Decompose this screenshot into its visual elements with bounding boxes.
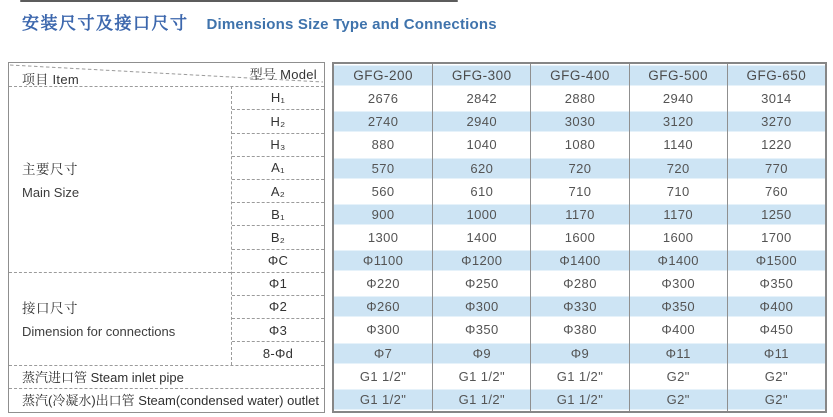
value-cell: Φ350 — [432, 318, 530, 341]
value-cell: 1250 — [727, 203, 825, 226]
model-column-header: GFG-500 — [629, 64, 727, 87]
value-cell: 720 — [629, 157, 727, 180]
value-cell: 1600 — [629, 226, 727, 249]
steam-inlet-row-label: 蒸汽进口管 Steam inlet pipe — [9, 365, 324, 388]
group-main-size-en: Main Size — [22, 184, 80, 200]
value-cell: Φ300 — [432, 295, 530, 318]
param-label: 8-Φd — [232, 341, 324, 364]
value-cell: 710 — [530, 180, 628, 203]
model-column-header: GFG-200 — [334, 64, 432, 87]
value-cell: Φ1500 — [727, 249, 825, 272]
value-cell: 2676 — [367, 91, 399, 107]
value-cell: 2940 — [432, 110, 530, 133]
value-cell: 1040 — [432, 133, 530, 156]
value-cell: Φ1200 — [432, 249, 530, 272]
value-cell: 620 — [432, 157, 530, 180]
value-cell: G2" — [727, 388, 825, 411]
value-cell: 2880 — [530, 87, 628, 110]
value-cell: Φ260 — [334, 295, 432, 318]
model-values-table — [332, 62, 827, 413]
value-cell: Φ400 — [629, 318, 727, 341]
value-cell: 1140 — [629, 133, 727, 156]
value-cell: Φ11 — [727, 342, 825, 365]
group-connections-en: Dimension for connections — [22, 324, 176, 340]
value-cell: 3030 — [530, 110, 628, 133]
value-cell: 1600 — [530, 226, 628, 249]
model-column-header: GFG-650 — [727, 64, 825, 87]
value-cell: Φ11 — [629, 342, 727, 365]
value-cell: 3014 — [727, 87, 825, 110]
value-cell: 710 — [629, 180, 727, 203]
value-cell: 570 — [334, 157, 432, 180]
value-cell: 770 — [727, 157, 825, 180]
value-cell: G1 1/2" — [359, 368, 407, 384]
value-cell: 1080 — [530, 133, 628, 156]
value-cell: G1 1/2" — [432, 365, 530, 388]
group-connections — [9, 272, 231, 365]
value-cell: G2" — [629, 365, 727, 388]
value-cell: 560 — [371, 183, 395, 199]
parameter-label-column — [231, 86, 324, 364]
value-cell: Φ400 — [727, 295, 825, 318]
group-main-size-zh: 主要尺寸 — [22, 161, 78, 177]
value-cell: 1300 — [367, 229, 399, 245]
steam-outlet-row-label: 蒸汽(冷凝水)出口管 Steam(condensed water) outlet — [9, 388, 324, 411]
value-cell: Φ1400 — [530, 249, 628, 272]
value-cell: 2940 — [629, 87, 727, 110]
group-main-size — [9, 86, 231, 272]
param-label: B₂ — [232, 225, 324, 248]
value-cell: 1220 — [727, 133, 825, 156]
value-cell: Φ350 — [629, 295, 727, 318]
value-cell: Φ1400 — [629, 249, 727, 272]
value-cell: G1 1/2" — [530, 365, 628, 388]
group-connections-zh: 接口尺寸 — [22, 301, 78, 317]
value-cell: Φ380 — [530, 318, 628, 341]
model-column-header: GFG-300 — [432, 64, 530, 87]
value-cell: 2740 — [334, 110, 432, 133]
page-title — [22, 9, 497, 34]
value-cell: 2842 — [432, 87, 530, 110]
value-cell: Φ220 — [366, 276, 400, 292]
title-english: Dimensions Size Type and Connections — [206, 16, 497, 33]
corner-item-label: 项目 Item — [22, 72, 79, 87]
value-cell: Φ450 — [727, 318, 825, 341]
param-label: A₂ — [232, 179, 324, 202]
value-cell: Φ1100 — [334, 249, 432, 272]
value-cell: G1 1/2" — [334, 388, 432, 411]
value-cell: Φ7 — [334, 342, 432, 365]
corner-header-cell — [9, 63, 324, 86]
param-label: H₁ — [270, 90, 286, 106]
param-label: ΦC — [232, 249, 324, 272]
value-cell: G2" — [629, 388, 727, 411]
param-label: H₃ — [232, 133, 324, 156]
model-column-header: GFG-400 — [530, 64, 628, 87]
value-cell: 1700 — [727, 226, 825, 249]
value-cell: Φ300 — [366, 322, 400, 338]
value-cell: Φ300 — [629, 272, 727, 295]
value-cell: 1000 — [432, 203, 530, 226]
value-cell: 1170 — [530, 203, 628, 226]
value-cell: G2" — [727, 365, 825, 388]
value-cell: Φ350 — [727, 272, 825, 295]
value-cell: Φ9 — [530, 342, 628, 365]
param-label: B₁ — [232, 202, 324, 225]
param-label: Φ3 — [232, 318, 324, 341]
value-cell: 3120 — [629, 110, 727, 133]
param-label: Φ1 — [232, 272, 324, 295]
top-edge-artifact-line — [20, 0, 458, 2]
title-chinese: 安装尺寸及接口尺寸 — [22, 14, 189, 33]
value-cell: Φ280 — [530, 272, 628, 295]
value-cell: 1400 — [432, 226, 530, 249]
value-cell: 880 — [371, 137, 395, 153]
parameter-table — [8, 62, 325, 413]
corner-model-label: 型号 Model — [249, 67, 317, 82]
value-cell: 720 — [530, 157, 628, 180]
value-cell: Φ250 — [432, 272, 530, 295]
value-cell: 760 — [727, 180, 825, 203]
param-label: A₁ — [232, 156, 324, 179]
value-cell: G1 1/2" — [530, 388, 628, 411]
param-label: Φ2 — [232, 295, 324, 318]
value-cell: 610 — [432, 180, 530, 203]
value-cell: G1 1/2" — [432, 388, 530, 411]
value-cell: 900 — [334, 203, 432, 226]
value-cell: Φ330 — [530, 295, 628, 318]
param-label: H₂ — [232, 109, 324, 132]
value-cell: Φ9 — [432, 342, 530, 365]
value-cell: 1170 — [629, 203, 727, 226]
value-cell: 3270 — [727, 110, 825, 133]
